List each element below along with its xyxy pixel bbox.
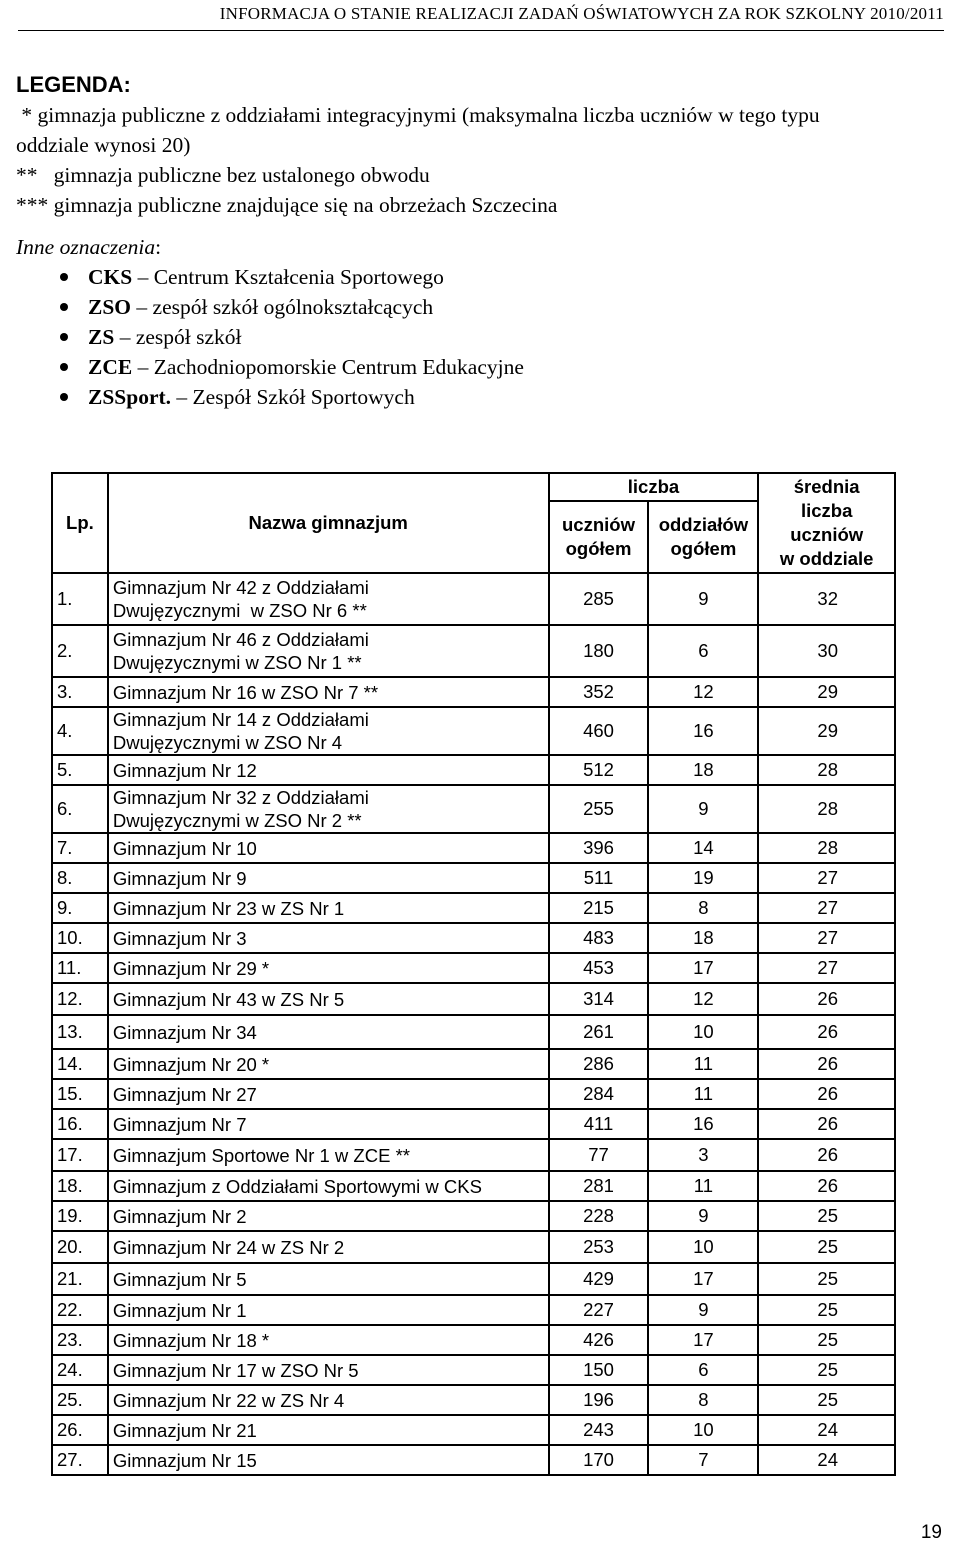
row-average: 28 — [758, 755, 895, 785]
row-name — [108, 1385, 549, 1415]
row-name-line: Gimnazjum Nr 17 w ZSO Nr 5 — [112, 1359, 359, 1381]
row-average: 27 — [758, 893, 895, 923]
row-students: 196 — [549, 1385, 649, 1415]
abbreviation-item — [16, 262, 946, 292]
table-row — [52, 833, 895, 863]
table-row — [52, 923, 895, 953]
row-lp: 10. — [52, 923, 108, 953]
row-lp: 21. — [52, 1263, 108, 1295]
row-name — [108, 1201, 549, 1231]
row-classes: 7 — [648, 1445, 758, 1475]
row-name-line: Gimnazjum Sportowe Nr 1 w ZCE ** — [112, 1144, 410, 1166]
row-students: 261 — [549, 1015, 649, 1049]
row-name-line: Gimnazjum Nr 12 — [112, 759, 257, 781]
row-lp: 22. — [52, 1295, 108, 1325]
header-classes-l2: ogółem — [670, 538, 737, 559]
row-average: 25 — [758, 1231, 895, 1263]
table-row — [52, 1415, 895, 1445]
row-average: 26 — [758, 983, 895, 1015]
row-name — [108, 1079, 549, 1109]
row-lp: 25. — [52, 1385, 108, 1415]
row-average: 25 — [758, 1325, 895, 1355]
row-classes: 6 — [648, 625, 758, 677]
row-average: 32 — [758, 573, 895, 625]
row-lp: 27. — [52, 1445, 108, 1475]
row-students: 429 — [549, 1263, 649, 1295]
row-name-line: Gimnazjum Nr 7 — [112, 1113, 247, 1135]
row-name — [108, 1139, 549, 1171]
row-name-line: Dwujęzycznymi w ZSO Nr 6 ** — [112, 600, 367, 621]
running-header: INFORMACJA O STANIE REALIZACJI ZADAŃ OŚWIATOWYCH ZA ROK SZKOLNY 2010/2011 — [219, 4, 944, 23]
header-liczba: liczba — [549, 473, 759, 501]
row-name-line: Gimnazjum Nr 10 — [112, 837, 257, 859]
table-row — [52, 785, 895, 833]
header-average-l1: średnia — [793, 476, 860, 497]
row-students: 150 — [549, 1355, 649, 1385]
row-lp: 5. — [52, 755, 108, 785]
table-row — [52, 1295, 895, 1325]
row-classes: 18 — [648, 923, 758, 953]
header-average-l4: w oddziale — [779, 548, 874, 569]
row-classes: 3 — [648, 1139, 758, 1171]
legend-title: LEGENDA: — [16, 72, 131, 97]
row-name — [108, 833, 549, 863]
table-row — [52, 1325, 895, 1355]
row-classes: 9 — [648, 1295, 758, 1325]
row-lp: 7. — [52, 833, 108, 863]
table-row — [52, 1445, 895, 1475]
table-row — [52, 983, 895, 1015]
abbreviation: ZCE — [88, 355, 133, 379]
row-name-line: Gimnazjum Nr 16 w ZSO Nr 7 ** — [112, 681, 379, 703]
row-classes: 18 — [648, 755, 758, 785]
row-name-line: Dwujęzycznymi w ZSO Nr 1 ** — [112, 652, 362, 673]
row-students: 286 — [549, 1049, 649, 1079]
row-name-line: Gimnazjum Nr 46 z Oddziałami — [112, 629, 369, 650]
row-classes: 11 — [648, 1079, 758, 1109]
table-row — [52, 893, 895, 923]
row-name — [108, 1109, 549, 1139]
abbreviation-desc: – zespół szkół ogólnokształcących — [131, 295, 434, 319]
table-row — [52, 1385, 895, 1415]
row-name-line: Gimnazjum Nr 14 z Oddziałami — [112, 709, 369, 730]
row-students: 253 — [549, 1231, 649, 1263]
row-students: 352 — [549, 677, 649, 707]
page-number: 19 — [920, 1522, 942, 1543]
row-students: 453 — [549, 953, 649, 983]
row-average: 28 — [758, 833, 895, 863]
table-body — [52, 573, 895, 1475]
row-average: 29 — [758, 677, 895, 707]
row-name-line: Gimnazjum Nr 15 — [112, 1449, 257, 1471]
row-classes: 10 — [648, 1015, 758, 1049]
row-classes: 16 — [648, 707, 758, 755]
row-name-line: Gimnazjum Nr 2 — [112, 1205, 247, 1227]
row-name-line: Gimnazjum Nr 42 z Oddziałami — [112, 577, 369, 598]
row-students: 180 — [549, 625, 649, 677]
table-row — [52, 953, 895, 983]
row-average: 26 — [758, 1139, 895, 1171]
row-name-line: Dwujęzycznymi w ZSO Nr 4 — [112, 732, 343, 753]
bullet-icon — [60, 303, 68, 311]
row-name-line: Gimnazjum Nr 3 — [112, 927, 247, 949]
abbreviation: ZSSport. — [88, 385, 172, 409]
row-students: 285 — [549, 573, 649, 625]
row-students: 411 — [549, 1109, 649, 1139]
row-classes: 9 — [648, 1201, 758, 1231]
header-rule — [18, 30, 944, 31]
row-students: 227 — [549, 1295, 649, 1325]
table-row — [52, 625, 895, 677]
header-students — [549, 501, 649, 573]
header-students-l1: uczniów — [562, 514, 635, 535]
row-students: 243 — [549, 1415, 649, 1445]
row-lp: 6. — [52, 785, 108, 833]
row-classes: 6 — [648, 1355, 758, 1385]
row-students: 255 — [549, 785, 649, 833]
table-row — [52, 573, 895, 625]
row-average: 25 — [758, 1201, 895, 1231]
row-students: 483 — [549, 923, 649, 953]
table-row — [52, 1139, 895, 1171]
row-classes: 12 — [648, 677, 758, 707]
header-name: Nazwa gimnazjum — [108, 473, 549, 573]
row-lp: 17. — [52, 1139, 108, 1171]
row-average: 25 — [758, 1355, 895, 1385]
row-name — [108, 755, 549, 785]
row-name-line: Gimnazjum Nr 24 w ZS Nr 2 — [112, 1236, 345, 1258]
header-average — [758, 473, 895, 573]
abbreviation-desc: – zespół szkół — [114, 325, 242, 349]
row-lp: 18. — [52, 1171, 108, 1201]
row-students: 426 — [549, 1325, 649, 1355]
row-average: 27 — [758, 863, 895, 893]
abbreviation-desc: – Zespół Szkół Sportowych — [171, 385, 415, 409]
row-classes: 17 — [648, 1325, 758, 1355]
row-classes: 19 — [648, 863, 758, 893]
row-lp: 19. — [52, 1201, 108, 1231]
row-classes: 11 — [648, 1049, 758, 1079]
header-classes-l1: oddziałów — [658, 514, 749, 535]
row-name — [108, 1295, 549, 1325]
row-classes: 8 — [648, 893, 758, 923]
row-name — [108, 863, 549, 893]
header-average-l2: liczba — [800, 500, 853, 521]
row-name-line: Gimnazjum Nr 20 * — [112, 1053, 270, 1075]
row-students: 460 — [549, 707, 649, 755]
row-name — [108, 1049, 549, 1079]
row-average: 27 — [758, 953, 895, 983]
row-name — [108, 1415, 549, 1445]
row-classes: 11 — [648, 1171, 758, 1201]
abbreviation: ZSO — [88, 295, 132, 319]
row-name — [108, 1171, 549, 1201]
header-classes — [648, 501, 758, 573]
row-average: 27 — [758, 923, 895, 953]
row-students: 77 — [549, 1139, 649, 1171]
abbreviation-item — [16, 352, 946, 382]
row-classes: 10 — [648, 1231, 758, 1263]
schools-table — [51, 472, 896, 1476]
row-average: 24 — [758, 1445, 895, 1475]
row-name-line: Gimnazjum Nr 9 — [112, 867, 247, 889]
header-students-l2: ogółem — [565, 538, 632, 559]
row-name-line: Gimnazjum Nr 18 * — [112, 1329, 270, 1351]
row-average: 25 — [758, 1295, 895, 1325]
row-name — [108, 573, 549, 625]
row-average: 26 — [758, 1079, 895, 1109]
row-average: 28 — [758, 785, 895, 833]
row-classes: 8 — [648, 1385, 758, 1415]
row-lp: 16. — [52, 1109, 108, 1139]
row-name-line: Gimnazjum Nr 29 * — [112, 957, 270, 979]
other-designations-title — [16, 232, 946, 262]
abbreviation-desc: – Centrum Kształcenia Sportowego — [132, 265, 444, 289]
row-name — [108, 1445, 549, 1475]
row-lp: 8. — [52, 863, 108, 893]
row-name-line: Gimnazjum Nr 22 w ZS Nr 4 — [112, 1389, 345, 1411]
row-name-line: Gimnazjum z Oddziałami Sportowymi w CKS — [112, 1175, 482, 1197]
table-row — [52, 1079, 895, 1109]
row-average: 26 — [758, 1171, 895, 1201]
abbreviation-item — [16, 382, 946, 412]
row-name — [108, 983, 549, 1015]
bullet-icon — [60, 333, 68, 341]
row-classes: 9 — [648, 573, 758, 625]
table-row — [52, 1231, 895, 1263]
legend-line-outskirts: *** gimnazja publiczne znajdujące się na obrzeżach Szczecina — [16, 193, 558, 217]
row-name — [108, 953, 549, 983]
row-students: 170 — [549, 1445, 649, 1475]
row-name — [108, 677, 549, 707]
table-row — [52, 755, 895, 785]
row-classes: 17 — [648, 953, 758, 983]
row-name — [108, 785, 549, 833]
row-name-line: Gimnazjum Nr 32 z Oddziałami — [112, 787, 369, 808]
row-students: 314 — [549, 983, 649, 1015]
table-row — [52, 1263, 895, 1295]
row-name — [108, 893, 549, 923]
table-row — [52, 1015, 895, 1049]
row-name — [108, 625, 549, 677]
abbreviation: CKS — [88, 265, 133, 289]
row-classes: 14 — [648, 833, 758, 863]
row-average: 30 — [758, 625, 895, 677]
row-name — [108, 1355, 549, 1385]
row-students: 512 — [549, 755, 649, 785]
row-name-line: Gimnazjum Nr 23 w ZS Nr 1 — [112, 897, 345, 919]
table-row — [52, 1171, 895, 1201]
row-lp: 23. — [52, 1325, 108, 1355]
row-average: 26 — [758, 1049, 895, 1079]
bullet-icon — [60, 363, 68, 371]
row-students: 511 — [549, 863, 649, 893]
row-average: 26 — [758, 1109, 895, 1139]
row-average: 29 — [758, 707, 895, 755]
row-name — [108, 1263, 549, 1295]
row-name — [108, 1325, 549, 1355]
row-lp: 12. — [52, 983, 108, 1015]
table-row — [52, 863, 895, 893]
row-students: 396 — [549, 833, 649, 863]
row-average: 26 — [758, 1015, 895, 1049]
row-lp: 14. — [52, 1049, 108, 1079]
row-students: 281 — [549, 1171, 649, 1201]
row-lp: 2. — [52, 625, 108, 677]
row-lp: 4. — [52, 707, 108, 755]
table-row — [52, 1201, 895, 1231]
row-name-line: Dwujęzycznymi w ZSO Nr 2 ** — [112, 810, 362, 831]
table-row — [52, 1109, 895, 1139]
table-row — [52, 707, 895, 755]
row-name-line: Gimnazjum Nr 5 — [112, 1268, 247, 1290]
table-row — [52, 1049, 895, 1079]
abbreviation-item — [16, 322, 946, 352]
row-students: 284 — [549, 1079, 649, 1109]
row-name-line: Gimnazjum Nr 34 — [112, 1021, 257, 1043]
row-lp: 9. — [52, 893, 108, 923]
legend-line-integration: * gimnazja publiczne z oddziałami integracyjnymi (maksymalna liczba uczniów w tego typu — [16, 103, 820, 127]
table-row — [52, 677, 895, 707]
row-name — [108, 1015, 549, 1049]
row-average: 25 — [758, 1385, 895, 1415]
row-average: 25 — [758, 1263, 895, 1295]
row-name-line: Gimnazjum Nr 27 — [112, 1083, 257, 1105]
row-name — [108, 923, 549, 953]
row-lp: 3. — [52, 677, 108, 707]
row-classes: 9 — [648, 785, 758, 833]
row-name-line: Gimnazjum Nr 21 — [112, 1419, 257, 1441]
row-lp: 20. — [52, 1231, 108, 1263]
header-average-l3: uczniów — [790, 524, 864, 545]
other-designations-label: Inne oznaczenia — [16, 235, 156, 259]
row-lp: 13. — [52, 1015, 108, 1049]
row-classes: 17 — [648, 1263, 758, 1295]
row-classes: 16 — [648, 1109, 758, 1139]
bullet-icon — [60, 273, 68, 281]
abbreviation: ZS — [88, 325, 115, 349]
header-lp: Lp. — [52, 473, 108, 573]
row-name-line: Gimnazjum Nr 43 w ZS Nr 5 — [112, 988, 345, 1010]
row-lp: 15. — [52, 1079, 108, 1109]
abbreviation-item — [16, 292, 946, 322]
row-lp: 1. — [52, 573, 108, 625]
row-lp: 26. — [52, 1415, 108, 1445]
abbreviation-desc: – Zachodniopomorskie Centrum Edukacyjne — [132, 355, 524, 379]
table-row — [52, 1355, 895, 1385]
row-lp: 11. — [52, 953, 108, 983]
bullet-icon — [60, 393, 68, 401]
row-students: 228 — [549, 1201, 649, 1231]
row-lp: 24. — [52, 1355, 108, 1385]
row-name — [108, 707, 549, 755]
row-average: 24 — [758, 1415, 895, 1445]
abbreviation-list — [16, 262, 946, 412]
row-classes: 12 — [648, 983, 758, 1015]
row-name-line: Gimnazjum Nr 1 — [112, 1299, 247, 1321]
row-classes: 10 — [648, 1415, 758, 1445]
legend — [16, 70, 946, 412]
legend-line-integration-cont: oddziale wynosi 20) — [16, 133, 191, 157]
other-designations-colon: : — [155, 235, 162, 259]
row-students: 215 — [549, 893, 649, 923]
legend-line-no-district: ** gimnazja publiczne bez ustalonego obwodu — [16, 163, 430, 187]
row-name — [108, 1231, 549, 1263]
